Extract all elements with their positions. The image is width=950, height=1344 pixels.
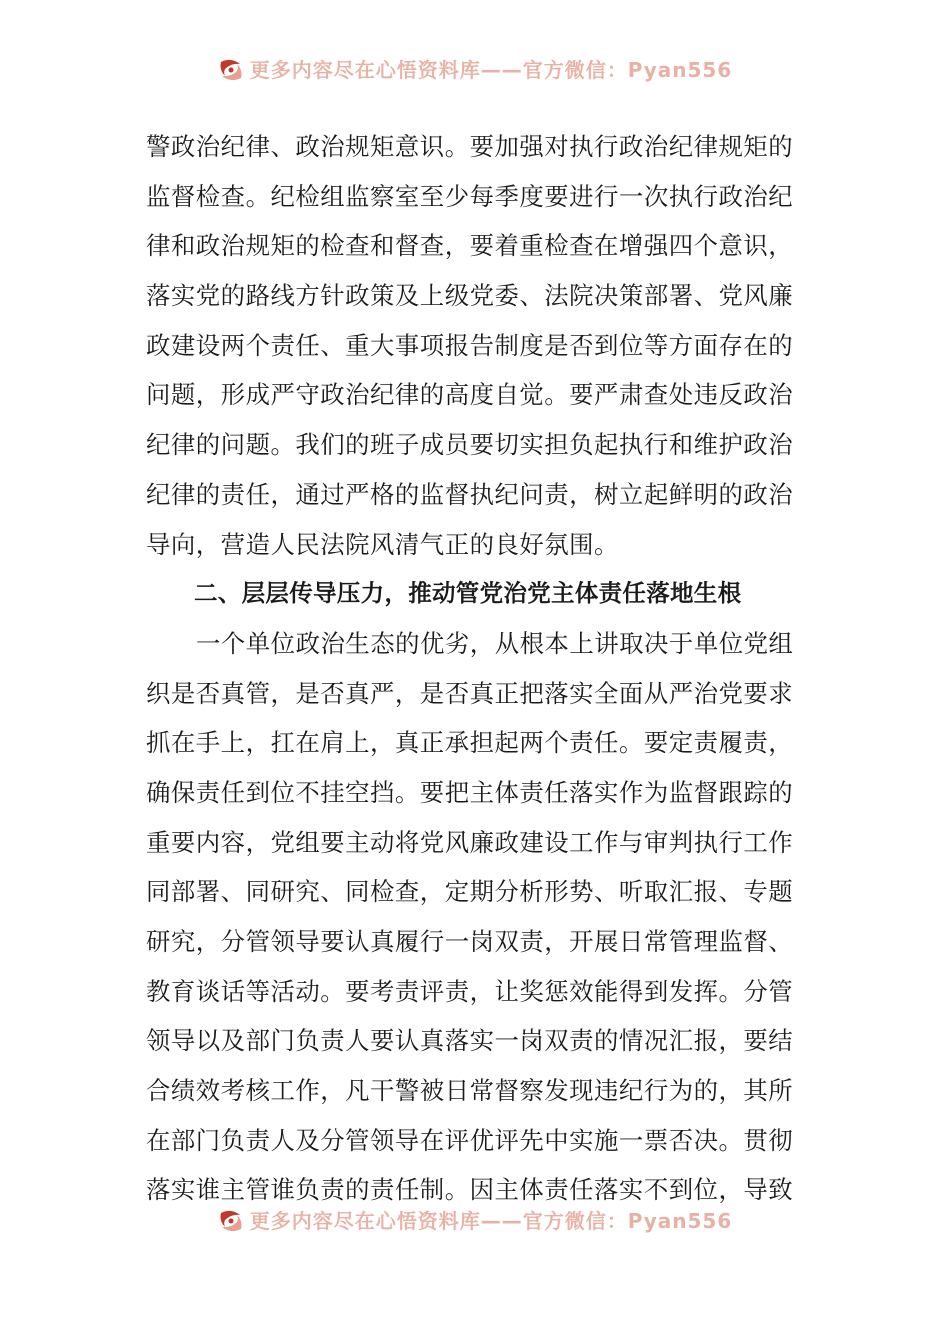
text-line: 落实谁主管谁负责的责任制。因主体责任落实不到位，导致 [146, 1175, 794, 1205]
text-line: 政建设两个责任、重大事项报告制度是否到位等方面存在的 [146, 330, 794, 360]
text-line: 纪律的责任，通过严格的监督执纪问责，树立起鲜明的政治 [146, 479, 794, 509]
text-line: 监督检查。纪检组监察室至少每季度要进行一次执行政治纪 [146, 181, 794, 211]
brand-logo-icon [218, 58, 244, 82]
text-line: 警政治纪律、政治规矩意识。要加强对执行政治纪律规矩的 [146, 132, 794, 161]
text-line: 律和政治规矩的检查和督查，要着重检查在增强四个意识， [146, 231, 794, 261]
watermark-text: 更多内容尽在心悟资料库——官方微信：Pyan556 [249, 58, 733, 82]
text-line: 织是否真管，是否真严，是否真正把落实全面从严治党要求 [146, 678, 794, 708]
text-line: 在部门负责人及分管领导在评优评先中实施一票否决。贯彻 [146, 1125, 794, 1155]
text-line: 问题，形成严守政治纪律的高度自觉。要严肃查处违反政治 [146, 380, 794, 410]
text-line: 重要内容，党组要主动将党风廉政建设工作与审判执行工作 [146, 827, 794, 857]
section-heading: 二、层层传导压力，推动管党治党主体责任落地生根 [194, 579, 742, 608]
text-line: 研究，分管领导要认真履行一岗双责，开展日常管理监督、 [146, 927, 794, 956]
header-watermark [0, 57, 950, 83]
text-line: 确保责任到位不挂空挡。要把主体责任落实作为监督跟踪的 [146, 777, 794, 807]
text-line: 合绩效考核工作，凡干警被日常督察发现违纪行为的，其所 [146, 1076, 794, 1106]
watermark-text: 更多内容尽在心悟资料库——官方微信：Pyan556 [249, 1209, 733, 1233]
text-line: 领导以及部门负责人要认真落实一岗双责的情况汇报，要结 [146, 1026, 794, 1056]
brand-logo-icon [218, 1209, 244, 1233]
text-line: 落实党的路线方针政策及上级党委、法院决策部署、党风廉 [146, 281, 794, 311]
footer-watermark [0, 1208, 950, 1234]
text-line: 教育谈话等活动。要考责评责，让奖惩效能得到发挥。分管 [146, 976, 794, 1006]
text-line: 纪律的问题。我们的班子成员要切实担负起执行和维护政治 [146, 430, 794, 460]
text-line: 抓在手上，扛在肩上，真正承担起两个责任。要定责履责， [146, 728, 794, 758]
text-line: 同部署、同研究、同检查，定期分析形势、听取汇报、专题 [146, 877, 794, 907]
text-line: 一个单位政治生态的优劣，从根本上讲取决于单位党组 [196, 628, 794, 658]
paragraph-political-discipline [146, 122, 810, 569]
text-line: 导向，营造人民法院风清气正的良好氛围。 [146, 529, 619, 559]
paragraph-main-responsibility [146, 619, 810, 1215]
document-body [146, 122, 810, 1215]
